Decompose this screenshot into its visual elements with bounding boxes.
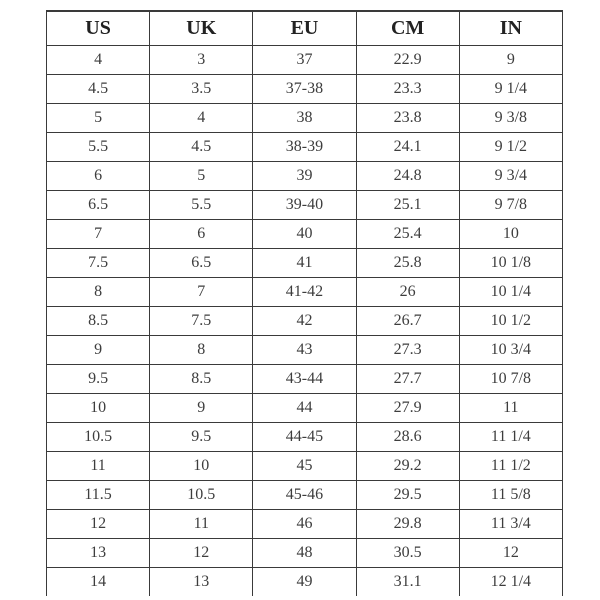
table-cell-us: 11.5 [47, 481, 150, 510]
table-cell-uk: 4 [150, 104, 253, 133]
table-header-row [47, 11, 563, 46]
table-cell-us: 7.5 [47, 249, 150, 278]
table-cell-cm: 31.1 [356, 568, 459, 597]
table-cell-eu: 48 [253, 539, 356, 568]
table-cell-cm: 26.7 [356, 307, 459, 336]
table-cell-uk: 10 [150, 452, 253, 481]
table-cell-us: 4.5 [47, 75, 150, 104]
table-cell-uk: 11 [150, 510, 253, 539]
table-cell-eu: 39-40 [253, 191, 356, 220]
table-cell-eu: 39 [253, 162, 356, 191]
table-cell-cm: 25.8 [356, 249, 459, 278]
table-cell-cm: 25.1 [356, 191, 459, 220]
table-row [47, 104, 563, 133]
table-cell-cm: 29.2 [356, 452, 459, 481]
column-header-cm: CM [356, 11, 459, 46]
table-row [47, 394, 563, 423]
table-cell-eu: 43-44 [253, 365, 356, 394]
table-row [47, 249, 563, 278]
table-cell-eu: 46 [253, 510, 356, 539]
table-cell-in: 9 7/8 [459, 191, 562, 220]
table-cell-eu: 45 [253, 452, 356, 481]
table-cell-cm: 28.6 [356, 423, 459, 452]
table-cell-uk: 8.5 [150, 365, 253, 394]
table-cell-in: 12 1/4 [459, 568, 562, 597]
table-row [47, 539, 563, 568]
table-cell-in: 10 1/8 [459, 249, 562, 278]
table-row [47, 568, 563, 597]
table-cell-eu: 41-42 [253, 278, 356, 307]
table-cell-eu: 44 [253, 394, 356, 423]
table-cell-eu: 37 [253, 46, 356, 75]
table-cell-eu: 38-39 [253, 133, 356, 162]
shoe-size-conversion-table [46, 10, 563, 596]
table-cell-us: 7 [47, 220, 150, 249]
table-row [47, 278, 563, 307]
table-cell-us: 12 [47, 510, 150, 539]
table-cell-in: 11 [459, 394, 562, 423]
table-cell-eu: 43 [253, 336, 356, 365]
table-cell-us: 5.5 [47, 133, 150, 162]
table-cell-uk: 10.5 [150, 481, 253, 510]
column-header-us: US [47, 11, 150, 46]
table-cell-us: 5 [47, 104, 150, 133]
table-cell-uk: 7 [150, 278, 253, 307]
table-cell-uk: 5 [150, 162, 253, 191]
table-cell-in: 9 3/8 [459, 104, 562, 133]
table-cell-eu: 42 [253, 307, 356, 336]
table-cell-in: 11 5/8 [459, 481, 562, 510]
table-row [47, 133, 563, 162]
table-cell-cm: 23.8 [356, 104, 459, 133]
table-cell-uk: 4.5 [150, 133, 253, 162]
table-row [47, 365, 563, 394]
table-cell-us: 9 [47, 336, 150, 365]
table-cell-cm: 27.3 [356, 336, 459, 365]
table-row [47, 336, 563, 365]
table-cell-in: 9 3/4 [459, 162, 562, 191]
table-cell-us: 9.5 [47, 365, 150, 394]
table-cell-uk: 6 [150, 220, 253, 249]
table-cell-us: 10 [47, 394, 150, 423]
table-cell-in: 11 1/2 [459, 452, 562, 481]
table-cell-uk: 9.5 [150, 423, 253, 452]
table-cell-us: 14 [47, 568, 150, 597]
table-cell-in: 11 1/4 [459, 423, 562, 452]
table-cell-eu: 44-45 [253, 423, 356, 452]
table-cell-us: 6 [47, 162, 150, 191]
table-row [47, 481, 563, 510]
table-body [47, 46, 563, 597]
table-row [47, 423, 563, 452]
table-row [47, 75, 563, 104]
table-row [47, 220, 563, 249]
table-cell-cm: 29.5 [356, 481, 459, 510]
column-header-uk: UK [150, 11, 253, 46]
table-cell-uk: 3 [150, 46, 253, 75]
table-cell-cm: 24.8 [356, 162, 459, 191]
table-cell-eu: 45-46 [253, 481, 356, 510]
table-cell-in: 12 [459, 539, 562, 568]
table-row [47, 162, 563, 191]
table-cell-in: 10 [459, 220, 562, 249]
table-cell-eu: 40 [253, 220, 356, 249]
table-cell-cm: 27.9 [356, 394, 459, 423]
table-cell-in: 10 1/2 [459, 307, 562, 336]
table-cell-uk: 12 [150, 539, 253, 568]
table-cell-uk: 13 [150, 568, 253, 597]
table-cell-us: 10.5 [47, 423, 150, 452]
table-cell-in: 10 1/4 [459, 278, 562, 307]
table-row [47, 452, 563, 481]
table-cell-cm: 26 [356, 278, 459, 307]
table-cell-uk: 5.5 [150, 191, 253, 220]
table-cell-cm: 23.3 [356, 75, 459, 104]
table-cell-in: 10 7/8 [459, 365, 562, 394]
table-cell-us: 13 [47, 539, 150, 568]
table-cell-in: 9 [459, 46, 562, 75]
table-row [47, 510, 563, 539]
table-cell-us: 4 [47, 46, 150, 75]
table-cell-uk: 6.5 [150, 249, 253, 278]
table-cell-us: 6.5 [47, 191, 150, 220]
table-cell-us: 8 [47, 278, 150, 307]
table-cell-cm: 24.1 [356, 133, 459, 162]
table-cell-us: 11 [47, 452, 150, 481]
table-cell-in: 9 1/4 [459, 75, 562, 104]
table-cell-in: 9 1/2 [459, 133, 562, 162]
table-cell-eu: 41 [253, 249, 356, 278]
table-cell-uk: 8 [150, 336, 253, 365]
table-cell-eu: 37-38 [253, 75, 356, 104]
column-header-eu: EU [253, 11, 356, 46]
table-cell-in: 11 3/4 [459, 510, 562, 539]
table-cell-cm: 25.4 [356, 220, 459, 249]
table-cell-cm: 30.5 [356, 539, 459, 568]
table-cell-uk: 7.5 [150, 307, 253, 336]
table-row [47, 307, 563, 336]
table-cell-uk: 9 [150, 394, 253, 423]
table-row [47, 191, 563, 220]
column-header-in: IN [459, 11, 562, 46]
table-cell-eu: 38 [253, 104, 356, 133]
table-cell-cm: 29.8 [356, 510, 459, 539]
table-cell-eu: 49 [253, 568, 356, 597]
table-row [47, 46, 563, 75]
table-cell-cm: 22.9 [356, 46, 459, 75]
table-cell-in: 10 3/4 [459, 336, 562, 365]
table-cell-uk: 3.5 [150, 75, 253, 104]
table-cell-cm: 27.7 [356, 365, 459, 394]
table-cell-us: 8.5 [47, 307, 150, 336]
